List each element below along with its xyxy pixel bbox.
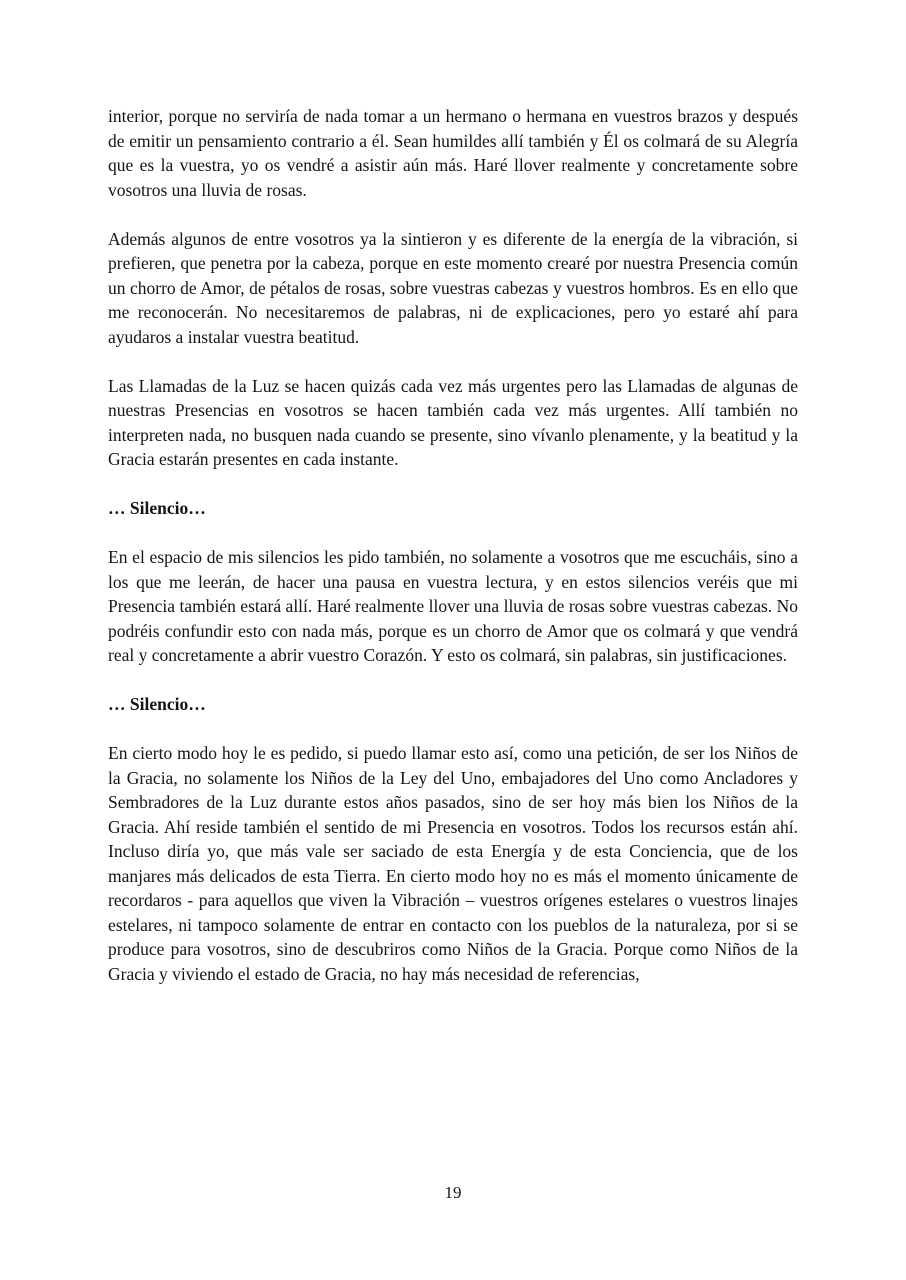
page-number: 19 [444, 1183, 462, 1202]
silence-heading: … Silencio… [108, 694, 206, 714]
paragraph: En el espacio de mis silencios les pido también, no solamente a vosotros que me escucháis, sino a los que me leerán, de hacer una pausa en vuestra lectura, y en estos silencios veréis que mi Presencia también estará allí. Haré realmente llover una lluvia de rosas sobre vuestras cabezas. No podréis confundir esto con nada más, porque es un chorro de Amor que os colmará y que vendrá real y concretamente a abrir vuestro Corazón. Y esto os colmará, sin palabras, sin justificaciones. [108, 547, 798, 665]
silence-heading: … Silencio… [108, 498, 206, 518]
page-body [108, 104, 798, 1011]
paragraph: En cierto modo hoy le es pedido, si puedo llamar esto así, como una petición, de ser los Niños de la Gracia, no solamente los Niños de la Ley del Uno, embajadores del Uno como Ancladores y Sembradores de la Luz durante estos años pasados, sino de ser hoy más bien los Niños de la Gracia. Ahí reside también el sentido de mi Presencia en vosotros. Todos los recursos están ahí. Incluso diría yo, que más vale ser saciado de esta Energía y de esta Conciencia, que de los manjares más delicados de esta Tierra. En cierto modo hoy no es más el momento únicamente de recordaros - para aquellos que viven la Vibración – vuestros orígenes estelares o vuestros linajes estelares, ni tampoco solamente de entrar en contacto con los pueblos de la naturaleza, por si se produce para vosotros, sino de descubriros como Niños de la Gracia. Porque como Niños de la Gracia y viviendo el estado de Gracia, no hay más necesidad de referencias, [108, 743, 798, 984]
paragraph: Las Llamadas de la Luz se hacen quizás cada vez más urgentes pero las Llamadas de algunas de nuestras Presencias en vosotros se hacen también cada vez más urgentes. Allí también no interpreten nada, no busquen nada cuando se presente, sino vívanlo plenamente, y la beatitud y la Gracia estarán presentes en cada instante. [108, 375, 798, 469]
paragraph: interior, porque no serviría de nada tomar a un hermano o hermana en vuestros brazos y después de emitir un pensamiento contrario a él. Sean humildes allí también y Él os colmará de su Alegría que es la vuestra, yo os vendré a asistir aún más. Haré llover realmente y concretamente sobre vosotros una lluvia de rosas. [108, 106, 798, 200]
paragraph: Además algunos de entre vosotros ya la sintieron y es diferente de la energía de la vibración, si prefieren, que penetra por la cabeza, porque en este momento crearé por nuestra Presencia común un chorro de Amor, de pétalos de rosas, sobre vuestras cabezas y vuestros hombros. Es en ello que me reconocerán. No necesitaremos de palabras, ni de explicaciones, pero yo estaré ahí para ayudaros a instalar vuestra beatitud. [108, 228, 798, 347]
